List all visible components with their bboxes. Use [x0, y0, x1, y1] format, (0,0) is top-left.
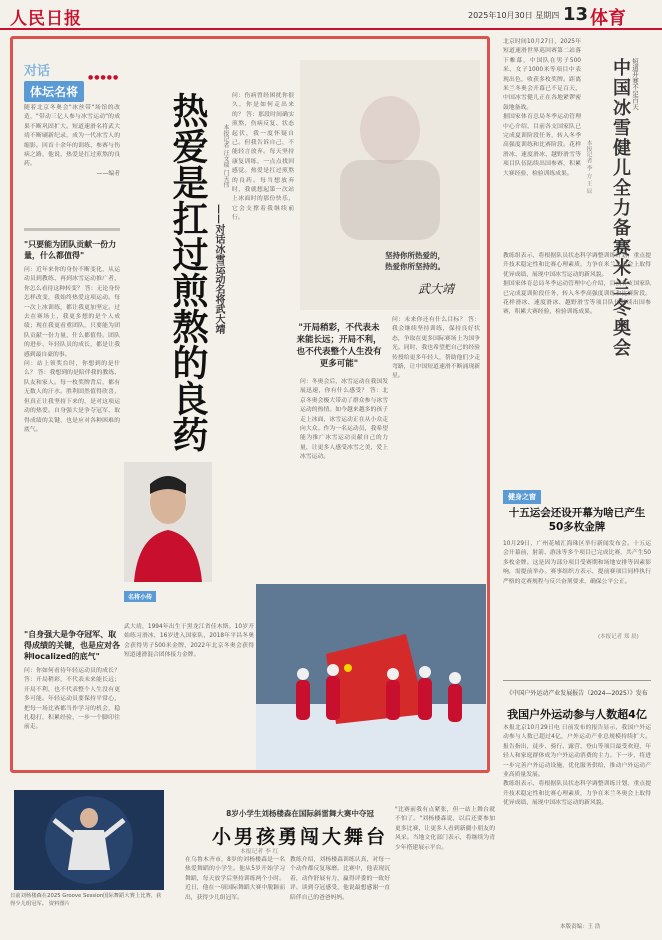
subheading-1: "只要能为团队贡献一份力量，什么都值得": [24, 240, 117, 260]
report-text-b: 教练组表示，将根据队员状态科学调整训练计划，重点提升技术稳定性和比赛心理素质，力争在米兰冬奥会上取得优异成绩，展现中国冰雪运动的新风貌。: [503, 781, 651, 807]
report-headline: 我国户外运动参与人数超4亿: [507, 708, 647, 721]
feature-body-col1-bottom: [24, 624, 120, 764]
bottom-body-col3: [395, 806, 495, 936]
photo-credit: 资料图片: [48, 901, 70, 907]
feature-body-col3: [300, 378, 388, 598]
report-text: 本报北京10月29日电 日前发布的报告显示，我国户外运动参与人数已超过4亿，户外运动产业总规模持续扩大。报告指出，徒步、骑行、露营、登山等项目最受欢迎，年轻人和家庭群体成为户外运动消费的主力。下一步，将进一步完善户外运动设施，优化服务供给，推动户外运动产业高质量发展。: [503, 725, 651, 779]
decorative-dots-icon: ●●●●●: [88, 74, 120, 81]
report-source: 《中国户外运动产业发展报告（2024—2025）》发布: [506, 690, 648, 697]
brief-footer: (本报记者 郑 晨): [598, 634, 639, 640]
column-byline: 本报记者 李 方 王 辰: [585, 140, 591, 194]
feature-byline: 本报记者 汪文瑞 门天伟: [222, 124, 229, 188]
brief-body: [503, 540, 651, 630]
page-header: [0, 0, 662, 30]
report-body: [503, 724, 651, 918]
issue-date: 2025年10月30日 星期四: [468, 11, 560, 20]
body-col3-text: 问：冬奥会后，冰雪运动在我国发展迅速，你有什么感受？ 答：北京冬奥会极大带动了群众参与冰雪运动的热情。如今越来越多的孩子走上冰面，冰雪运动正在从小众走向大众。作为一名运动员，我希望能为推广冰雪运动贡献自己的力量，让更多人感受冰雪之美，爱上冰雪运动。: [300, 379, 388, 461]
handwritten-quote: 坚持你所热爱的， 热爱你所坚持的。: [385, 251, 445, 271]
section-prefix: 对话: [24, 64, 51, 79]
newspaper-logo: 人民日报: [10, 9, 82, 29]
bottom-headline: 小男孩勇闯大舞台: [211, 826, 388, 848]
bottom-body-col2: [290, 856, 390, 936]
page-editor: 本版责编：王 浩: [560, 924, 601, 930]
handwritten-quote-photo: [300, 60, 480, 310]
dancer-scene-icon: [14, 790, 164, 890]
photo-note: [10, 892, 166, 908]
body-col1-bottom-text: 问：你如何看待年轻运动员的成长？ 答：开局稍彩，不代表未来能长远；开局不利，也不代表整个人生没有更多可能。年轻运动员要保持平常心，把每一场比赛都当作学习的机会，稳扎稳打，积累经验，一步一个脚印往前走。: [24, 668, 120, 731]
feature-subheadline: ——对话冰雪运动名将武大靖: [213, 204, 224, 334]
brief-label: 健身之窗: [503, 490, 541, 504]
intro-text: 随着北京冬奥会"冰丝带"场馆的改造，"带动三亿人参与冰雪运动"的成果不断巩固扩大。短道速滑名将武大靖不断刷新纪录，成为一代冰雪人的缩影。回首十余年的训练、参赛与伤病之路，他说，热爱是扛过煎熬的良药。: [24, 105, 120, 168]
profile-label: 名将小传: [124, 591, 156, 602]
column-headline: 中国冰雪健儿全力备赛米兰冬奥会: [610, 58, 631, 358]
column-text-3b: 据国家体育总局冬季运动管理中心介绍，目前各支国家队已完成夏训阶段任务，转入冬季高强度训练和比赛阶段。花样滑冰、速度滑冰、越野滑雪等项目队伍陆续出国参赛，积累大赛经验，检验训练成果。: [503, 281, 651, 316]
brief-label-bar: [503, 484, 651, 501]
subheading-2: "自身强大是争夺冠军、取得成绩的关键，也是应对各种localized的底气": [24, 630, 120, 661]
body-col1-text: 问：近年来你的身份不断变化，从运动员到教练、再到冰雪运动推广者，你怎么看待这种转变？ 答：无论身份怎样改变，我始终热爱这项运动。每一次上冰训练，都让我更加坚定。过去在赛场上，我更多想的是个人成绩；现在我更看重团队，只要能为团队贡献一份力量，什么都值得。团队的进步、年轻队员的成长，都是让我感到最自豪的事。: [24, 267, 120, 358]
column-kicker: 短道开赛不足百天: [631, 58, 639, 110]
divider: [24, 228, 120, 231]
feature-headline: 热爱是扛过煎熬的良药: [167, 92, 209, 452]
photo-note-text: 日前刘杨楼森在2025 Groove Session国际舞蹈大赛上比赛，获得少儿组冠军。: [10, 893, 162, 907]
bottom-kicker: 8岁小学生刘杨楼森在国际斜雷舞大赛中夺冠: [226, 809, 374, 818]
feature-intro: [24, 104, 120, 224]
bottom-byline: 本报记者 李 红: [240, 849, 279, 855]
body-col2-text: 问：伤病曾经困扰你很久，你是如何走出来的？ 答：那段时间确实煎熬，伤病反复、状态起伏，我一度怀疑自己。但我告诉自己，不能轻言放弃。每天坚持康复训练，一点点找回感觉。热爱是扛过煎熬的良药。每当想放弃时，我就想起第一次站上冰面时的那份快乐，它会支撑着我继续前行。: [232, 93, 294, 222]
brief-text: 10月29日，广州花城汇海珠区举行新闻发布会。十五运会开幕前，射箭、游泳等多个项目已完成比赛，共产生50多枚金牌。这是因为部分项目受赛期和场地安排等因素影响，需提前举办。赛事组织方表示，提前赛项目同样执行严格的竞赛规程与反兴奋剂要求，确保公平公正。: [503, 541, 651, 585]
brief-headline: 十五运会还设开幕为啥已产生50多枚金牌: [508, 507, 646, 533]
column-body-b: [503, 252, 651, 480]
intro-sign: ——编者: [96, 170, 120, 177]
divider: [503, 680, 651, 681]
bottom-text-3: "比赛前我有点紧张，但一站上舞台就不怕了。"刘杨楼森说，以后还要参加更多比赛，让更多人看到新疆小朋友的风采。当地文化部门表示，将继续为青少年搭建展示平台。: [395, 807, 495, 851]
page-name: 体育: [590, 8, 626, 29]
body-col1-text-b: 问：站上领奖台时，你想到的是什么？ 答：我想到的是陪伴我的教练、队友和家人。每一枚奖牌背后，都有无数人的汗水。胜利固然值得欣喜，但真正让我坚持下来的，是对这项运动的热爱。自身强大是争夺冠军、取得成绩的关键，也是应对各种困难的底气。: [24, 361, 120, 433]
section-title: 体坛名将: [24, 81, 84, 102]
bottom-body-col1: [185, 856, 285, 936]
portrait-icon: [300, 60, 480, 310]
bottom-text-2: 教练介绍，刘杨楼森训练认真，对每一个动作都反复琢磨。比赛中，他表现沉着，动作舒展有力，赢得评委的一致好评。谈到夺冠感受，他说最想感谢一直陪伴自己的爸爸妈妈。: [290, 857, 390, 901]
pull-quote: "开局稍彩，不代表未来能长远；开局不利，也不代表整个人生没有更多可能": [296, 323, 382, 369]
feature-body-col4: [392, 316, 480, 606]
body-col4-text: 问：未来你还有什么目标？ 答：我会继续坚持训练，保持良好状态，争取在更多国际赛场上为国争光。同时，我也希望把自己的经验传授给更多年轻人，帮助他们少走弯路，让中国短道速滑不断涌现新星。: [392, 317, 480, 380]
celebration-scene-icon: [256, 584, 486, 770]
column-text-3: 教练组表示，将根据队员状态科学调整训练计划，重点提升技术稳定性和比赛心理素质，力争在米兰冬奥会上取得优异成绩，展现中国冰雪运动的新风貌。: [503, 253, 651, 278]
profile-box: [124, 584, 254, 734]
profile-text: 武大靖，1994年出生于黑龙江省佳木斯。10岁开始练习滑冰，16岁进入国家队，2018年平昌冬奥会获得男子500米金牌，2022年北京冬奥会获得短道速滑混合团体接力金牌。: [124, 624, 254, 659]
team-celebration-photo: [256, 584, 486, 770]
column-text-2: 据国家体育总局冬季运动管理中心介绍，目前各支国家队已完成夏训阶段任务，转入冬季高强度训练和比赛阶段。花样滑冰、速度滑冰、越野滑雪等项目队伍陆续出国参赛，积累大赛经验，检验训练成果。: [503, 114, 581, 177]
feature-body-col2: [232, 92, 294, 442]
athlete-portrait-photo: [124, 462, 212, 582]
bottom-text-1: 在乌鲁木齐市，8岁的刘杨楼森是一名热爱舞蹈的小学生。他从5岁开始学习舞蹈，每天放学后坚持训练两个小时。近日，他在一项国际舞蹈大赛中脱颖而出，获得少儿组冠军。: [185, 857, 285, 901]
athlete-portrait-icon: [124, 462, 212, 582]
feature-body-col1: [24, 234, 120, 622]
page-number: 13: [563, 4, 589, 25]
dancer-photo: [14, 790, 164, 890]
signature: 武大靖: [418, 282, 455, 296]
column-text-1: 北京时间10月27日，2025年短道速滑世界巡回赛第二站落下帷幕，中国队在男子500米、女子1000米等项目中表现出色，收获多枚奖牌。距离米兰冬奥会开幕已不足百天，中国冰雪健儿正在各地紧锣密鼓地备战。: [503, 39, 581, 111]
